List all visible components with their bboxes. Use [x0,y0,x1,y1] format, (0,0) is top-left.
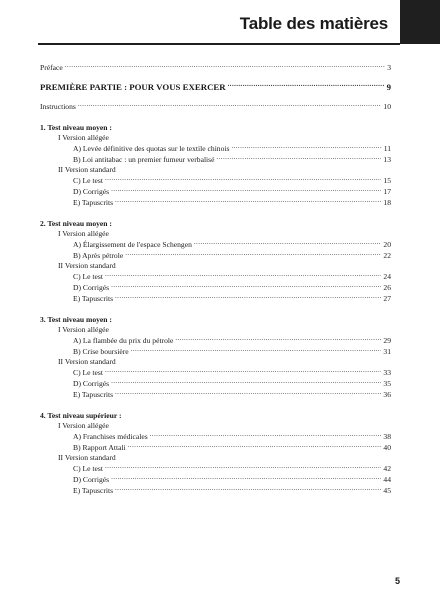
toc-entry[interactable]: E) Tapuscrits ..... 27 [38,293,391,304]
leader-dots [194,239,382,247]
toc-entry-label: Instructions [40,102,76,111]
toc-entry[interactable]: B) Loi antitabac : un premier fumeur verbalisé ..... 13 [38,154,391,165]
table-of-contents [38,62,391,496]
toc-entry[interactable]: E) Tapuscrits ..... 45 [38,485,391,496]
leader-dots [105,271,381,279]
toc-entry[interactable]: C) Le test ..... 15 [38,175,391,186]
toc-version-heading: II Version standard [58,453,116,462]
toc-entry-label: Préface [40,63,63,72]
leader-dots [115,485,381,493]
page-header [0,0,440,44]
toc-entry[interactable]: C) Le test ..... 24 [38,271,391,282]
toc-entry[interactable]: B) Après pétrole ..... 22 [38,250,391,261]
toc-version-heading: II Version standard [58,261,116,270]
toc-entry-page: 3 [387,63,391,72]
toc-version-heading: I Version allégée [58,325,109,334]
toc-entry[interactable]: D) Corrigés ..... 35 [38,378,391,389]
toc-version-heading: I Version allégée [58,421,109,430]
leader-dots [115,389,381,397]
leader-dots [228,82,385,90]
toc-entry[interactable]: B) Rapport Attali ..... 40 [38,442,391,453]
toc-version-heading: II Version standard [58,357,116,366]
toc-entry[interactable]: A) Franchises médicales ..... 38 [38,431,391,442]
leader-dots [115,293,381,301]
toc-entry-page: 10 [383,102,391,111]
toc-entry[interactable]: C) Le test ..... 42 [38,463,391,474]
toc-entry-instructions[interactable] [38,101,391,112]
leader-dots [128,442,382,450]
leader-dots [111,282,381,290]
leader-dots [65,62,385,70]
leader-dots [111,474,381,482]
toc-entry[interactable]: A) Élargissement de l'espace Schengen ..... 20 [38,239,391,250]
leader-dots [105,175,381,183]
leader-dots [150,431,382,439]
toc-entry-page: 9 [386,82,391,92]
toc-entry-label: PREMIÈRE PARTIE : POUR VOUS EXERCER [40,82,226,92]
toc-entry[interactable]: D) Corrigés ..... 44 [38,474,391,485]
toc-test-heading: 1. Test niveau moyen : [40,123,112,132]
header-black-tab [400,0,440,44]
toc-test-heading: 4. Test niveau supérieur : [40,411,122,420]
toc-entry[interactable]: B) Crise boursière ..... 31 [38,346,391,357]
leader-dots [131,346,382,354]
toc-entry-preface[interactable] [38,62,391,73]
toc-entry[interactable]: D) Corrigés ..... 17 [38,186,391,197]
toc-entry[interactable]: C) Le test ..... 33 [38,367,391,378]
page-number: 5 [394,576,400,586]
toc-entry[interactable]: A) Levée définitive des quotas sur le textile chinois ..... 11 [38,143,391,154]
toc-entry[interactable]: E) Tapuscrits ..... 36 [38,389,391,400]
toc-entry[interactable]: D) Corrigés ..... 26 [38,282,391,293]
toc-version-heading: I Version allégée [58,133,109,142]
leader-dots [105,463,381,471]
leader-dots [78,101,382,109]
leader-dots [111,378,381,386]
leader-dots [105,367,381,375]
leader-dots [115,197,381,205]
leader-dots [231,143,381,151]
toc-version-heading: I Version allégée [58,229,109,238]
toc-test-heading: 3. Test niveau moyen : [40,315,112,324]
toc-entry[interactable]: E) Tapuscrits ..... 18 [38,197,391,208]
leader-dots [111,186,381,194]
leader-dots [217,154,382,162]
toc-test-heading: 2. Test niveau moyen : [40,219,112,228]
toc-entry[interactable]: A) La flambée du prix du pétrole ..... 29 [38,335,391,346]
header-divider [38,43,400,45]
leader-dots [125,250,381,258]
toc-entry-part-one[interactable] [38,81,391,93]
page-title: Table des matières [239,14,388,33]
leader-dots [175,335,381,343]
toc-version-heading: II Version standard [58,165,116,174]
